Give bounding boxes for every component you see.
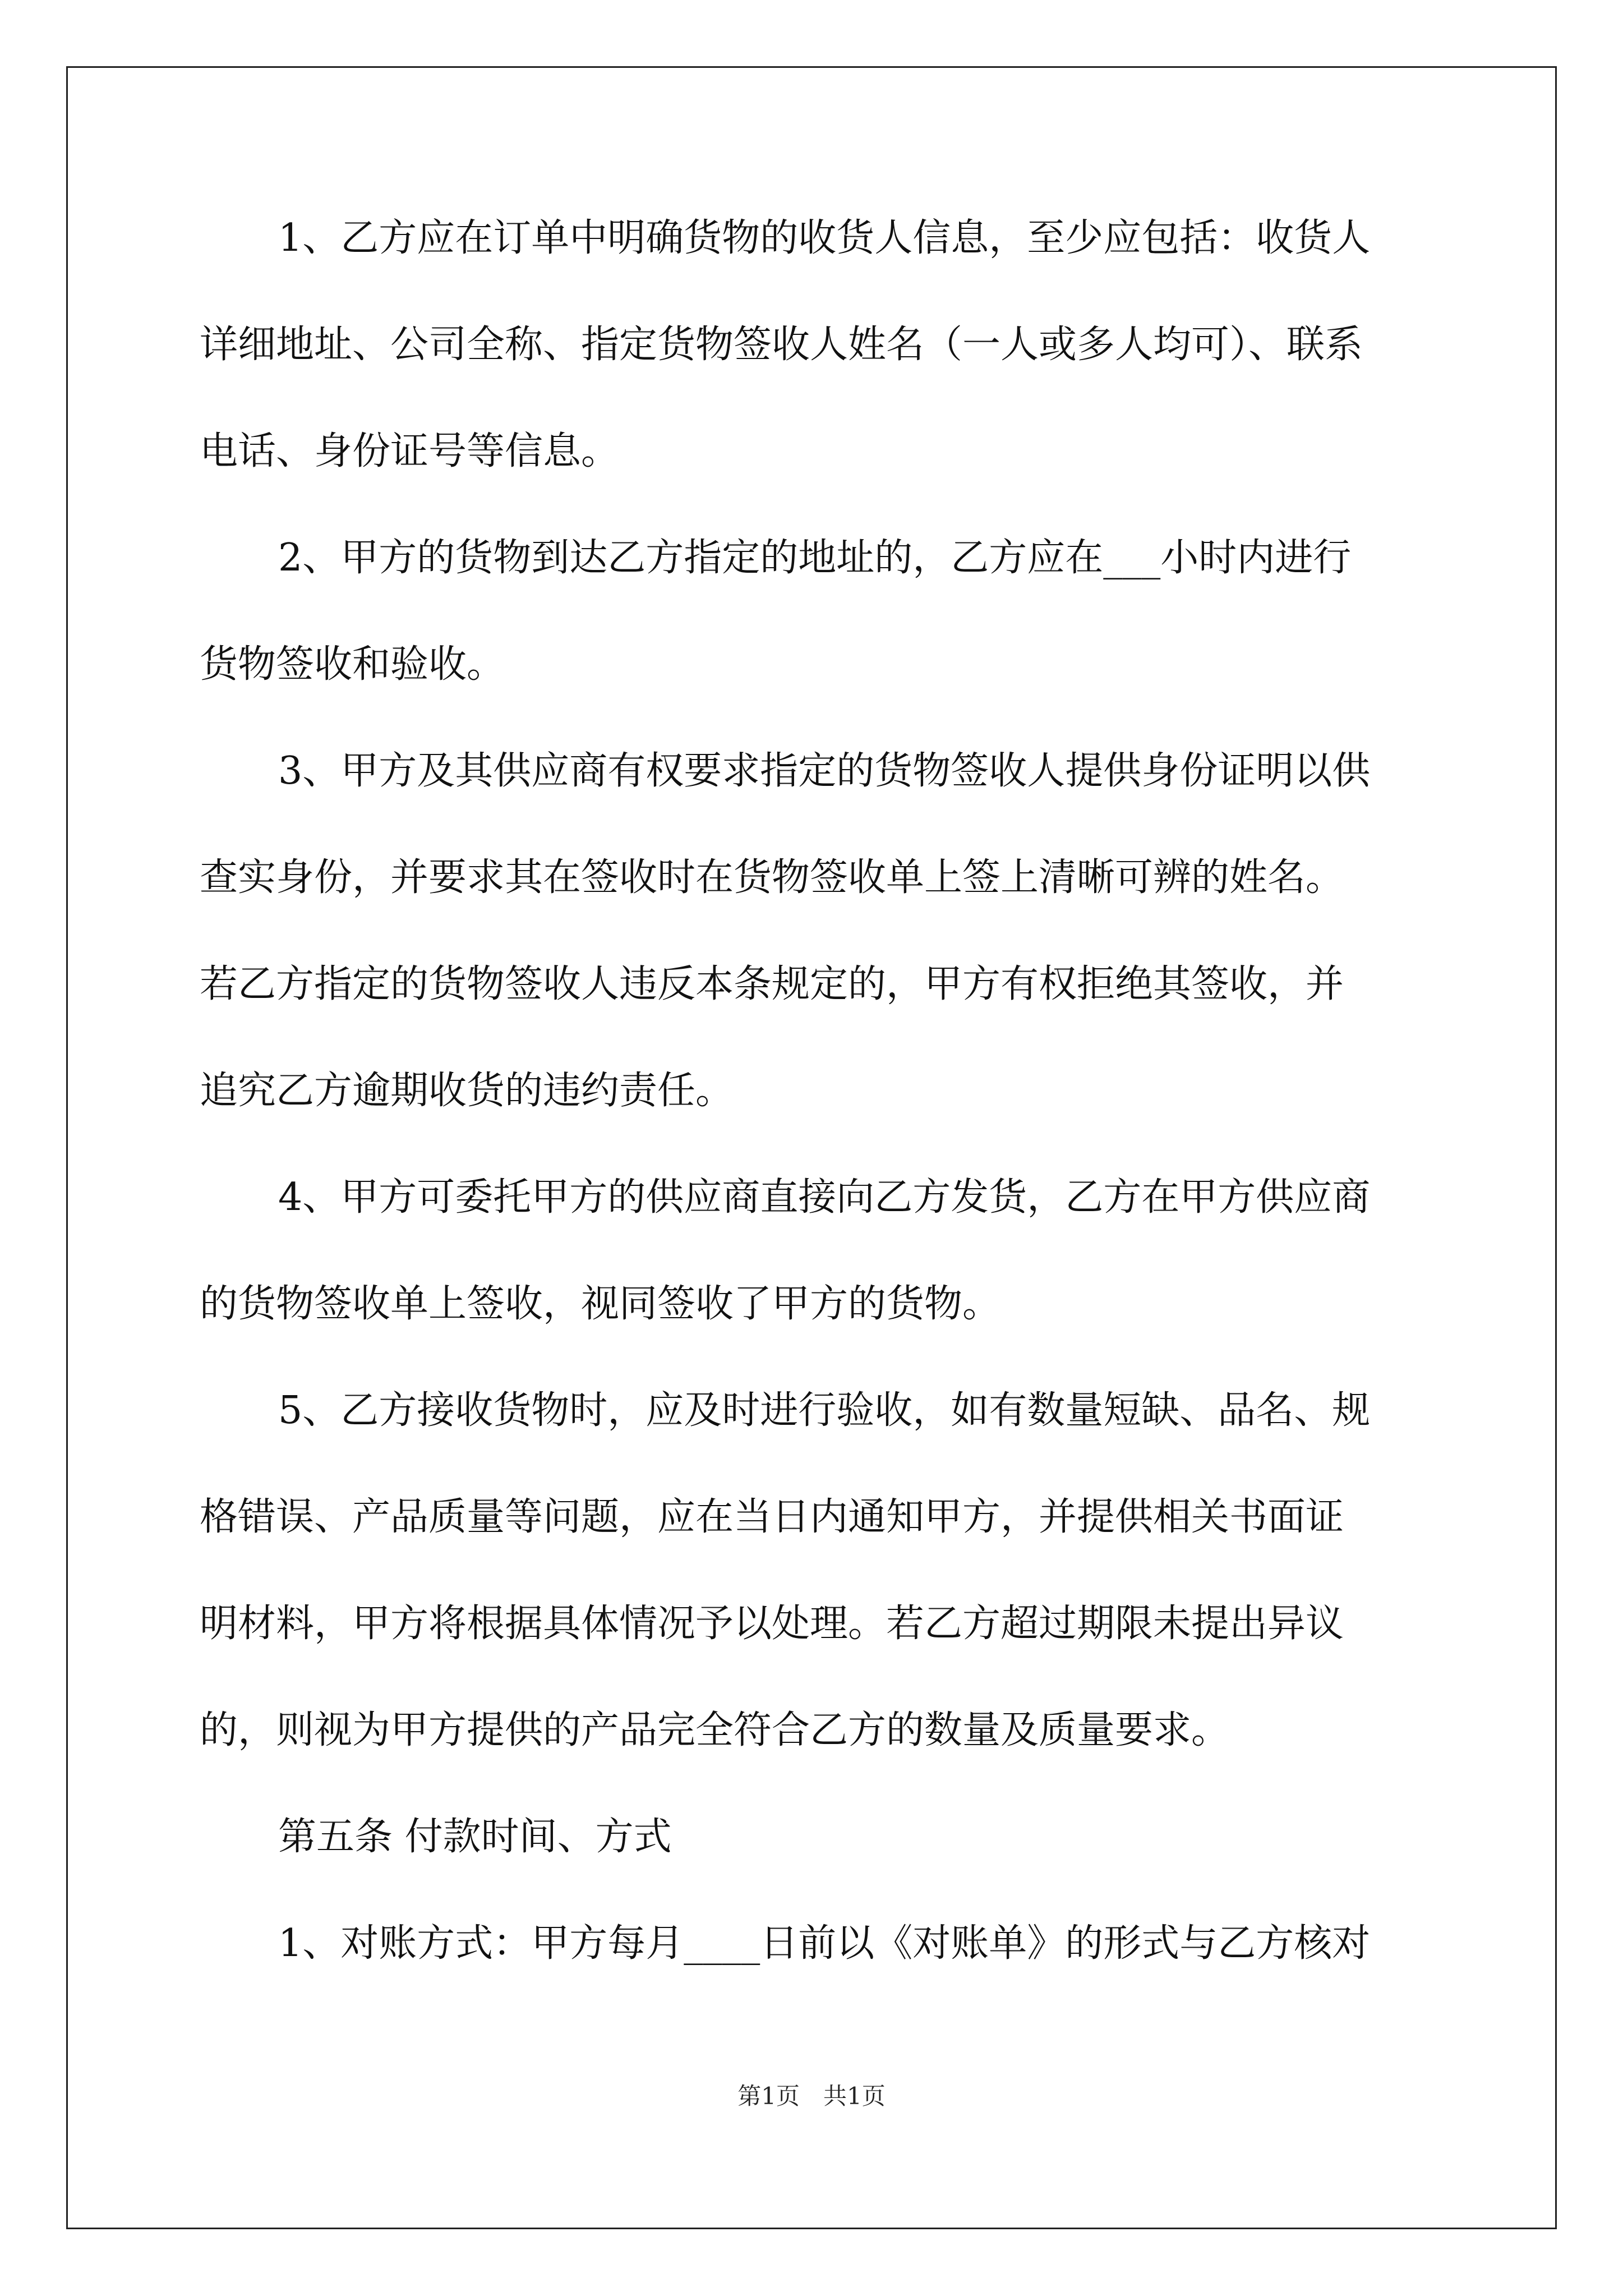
paragraph-1-line-3: 电话、身份证号等信息。 [200, 429, 620, 473]
paragraph-4-line-2: 的货物签收单上签收，视同签收了甲方的货物。 [200, 1282, 1001, 1326]
paragraph-6-line-1: 1、对账方式：甲方每月____日前以《对账单》的形式与乙方核对 [278, 1921, 1371, 1966]
paragraph-3-line-4: 追究乙方逾期收货的违约责任。 [200, 1069, 734, 1113]
paragraph-5-line-1: 5、乙方接收货物时，应及时进行验收，如有数量短缺、品名、规 [278, 1388, 1371, 1433]
page-border [66, 66, 1557, 2229]
paragraph-3-line-2: 查实身份，并要求其在签收时在货物签收单上签上清晰可辨的姓名。 [200, 855, 1344, 900]
page-footer: 第1页 共1页 [737, 2082, 886, 2110]
section-heading: 第五条 付款时间、方式 [278, 1815, 672, 1859]
paragraph-4-line-1: 4、甲方可委托甲方的供应商直接向乙方发货，乙方在甲方供应商 [278, 1175, 1371, 1220]
paragraph-3-line-3: 若乙方指定的货物签收人违反本条规定的，甲方有权拒绝其签收，并 [200, 962, 1344, 1006]
paragraph-5-line-4: 的，则视为甲方提供的产品完全符合乙方的数量及质量要求。 [200, 1708, 1230, 1752]
paragraph-1-line-1: 1、乙方应在订单中明确货物的收货人信息，至少应包括：收货人 [278, 216, 1371, 260]
paragraph-5-line-2: 格错误、产品质量等问题，应在当日内通知甲方，并提供相关书面证 [200, 1495, 1344, 1539]
paragraph-5-line-3: 明材料，甲方将根据具体情况予以处理。若乙方超过期限未提出异议 [200, 1602, 1344, 1646]
paragraph-3-line-1: 3、甲方及其供应商有权要求指定的货物签收人提供身份证明以供 [278, 749, 1371, 793]
paragraph-1-line-2: 详细地址、公司全称、指定货物签收人姓名（一人或多人均可）、联系 [200, 323, 1363, 367]
paragraph-2-line-1: 2、甲方的货物到达乙方指定的地址的，乙方应在___小时内进行 [278, 536, 1352, 580]
paragraph-2-line-2: 货物签收和验收。 [200, 642, 505, 687]
